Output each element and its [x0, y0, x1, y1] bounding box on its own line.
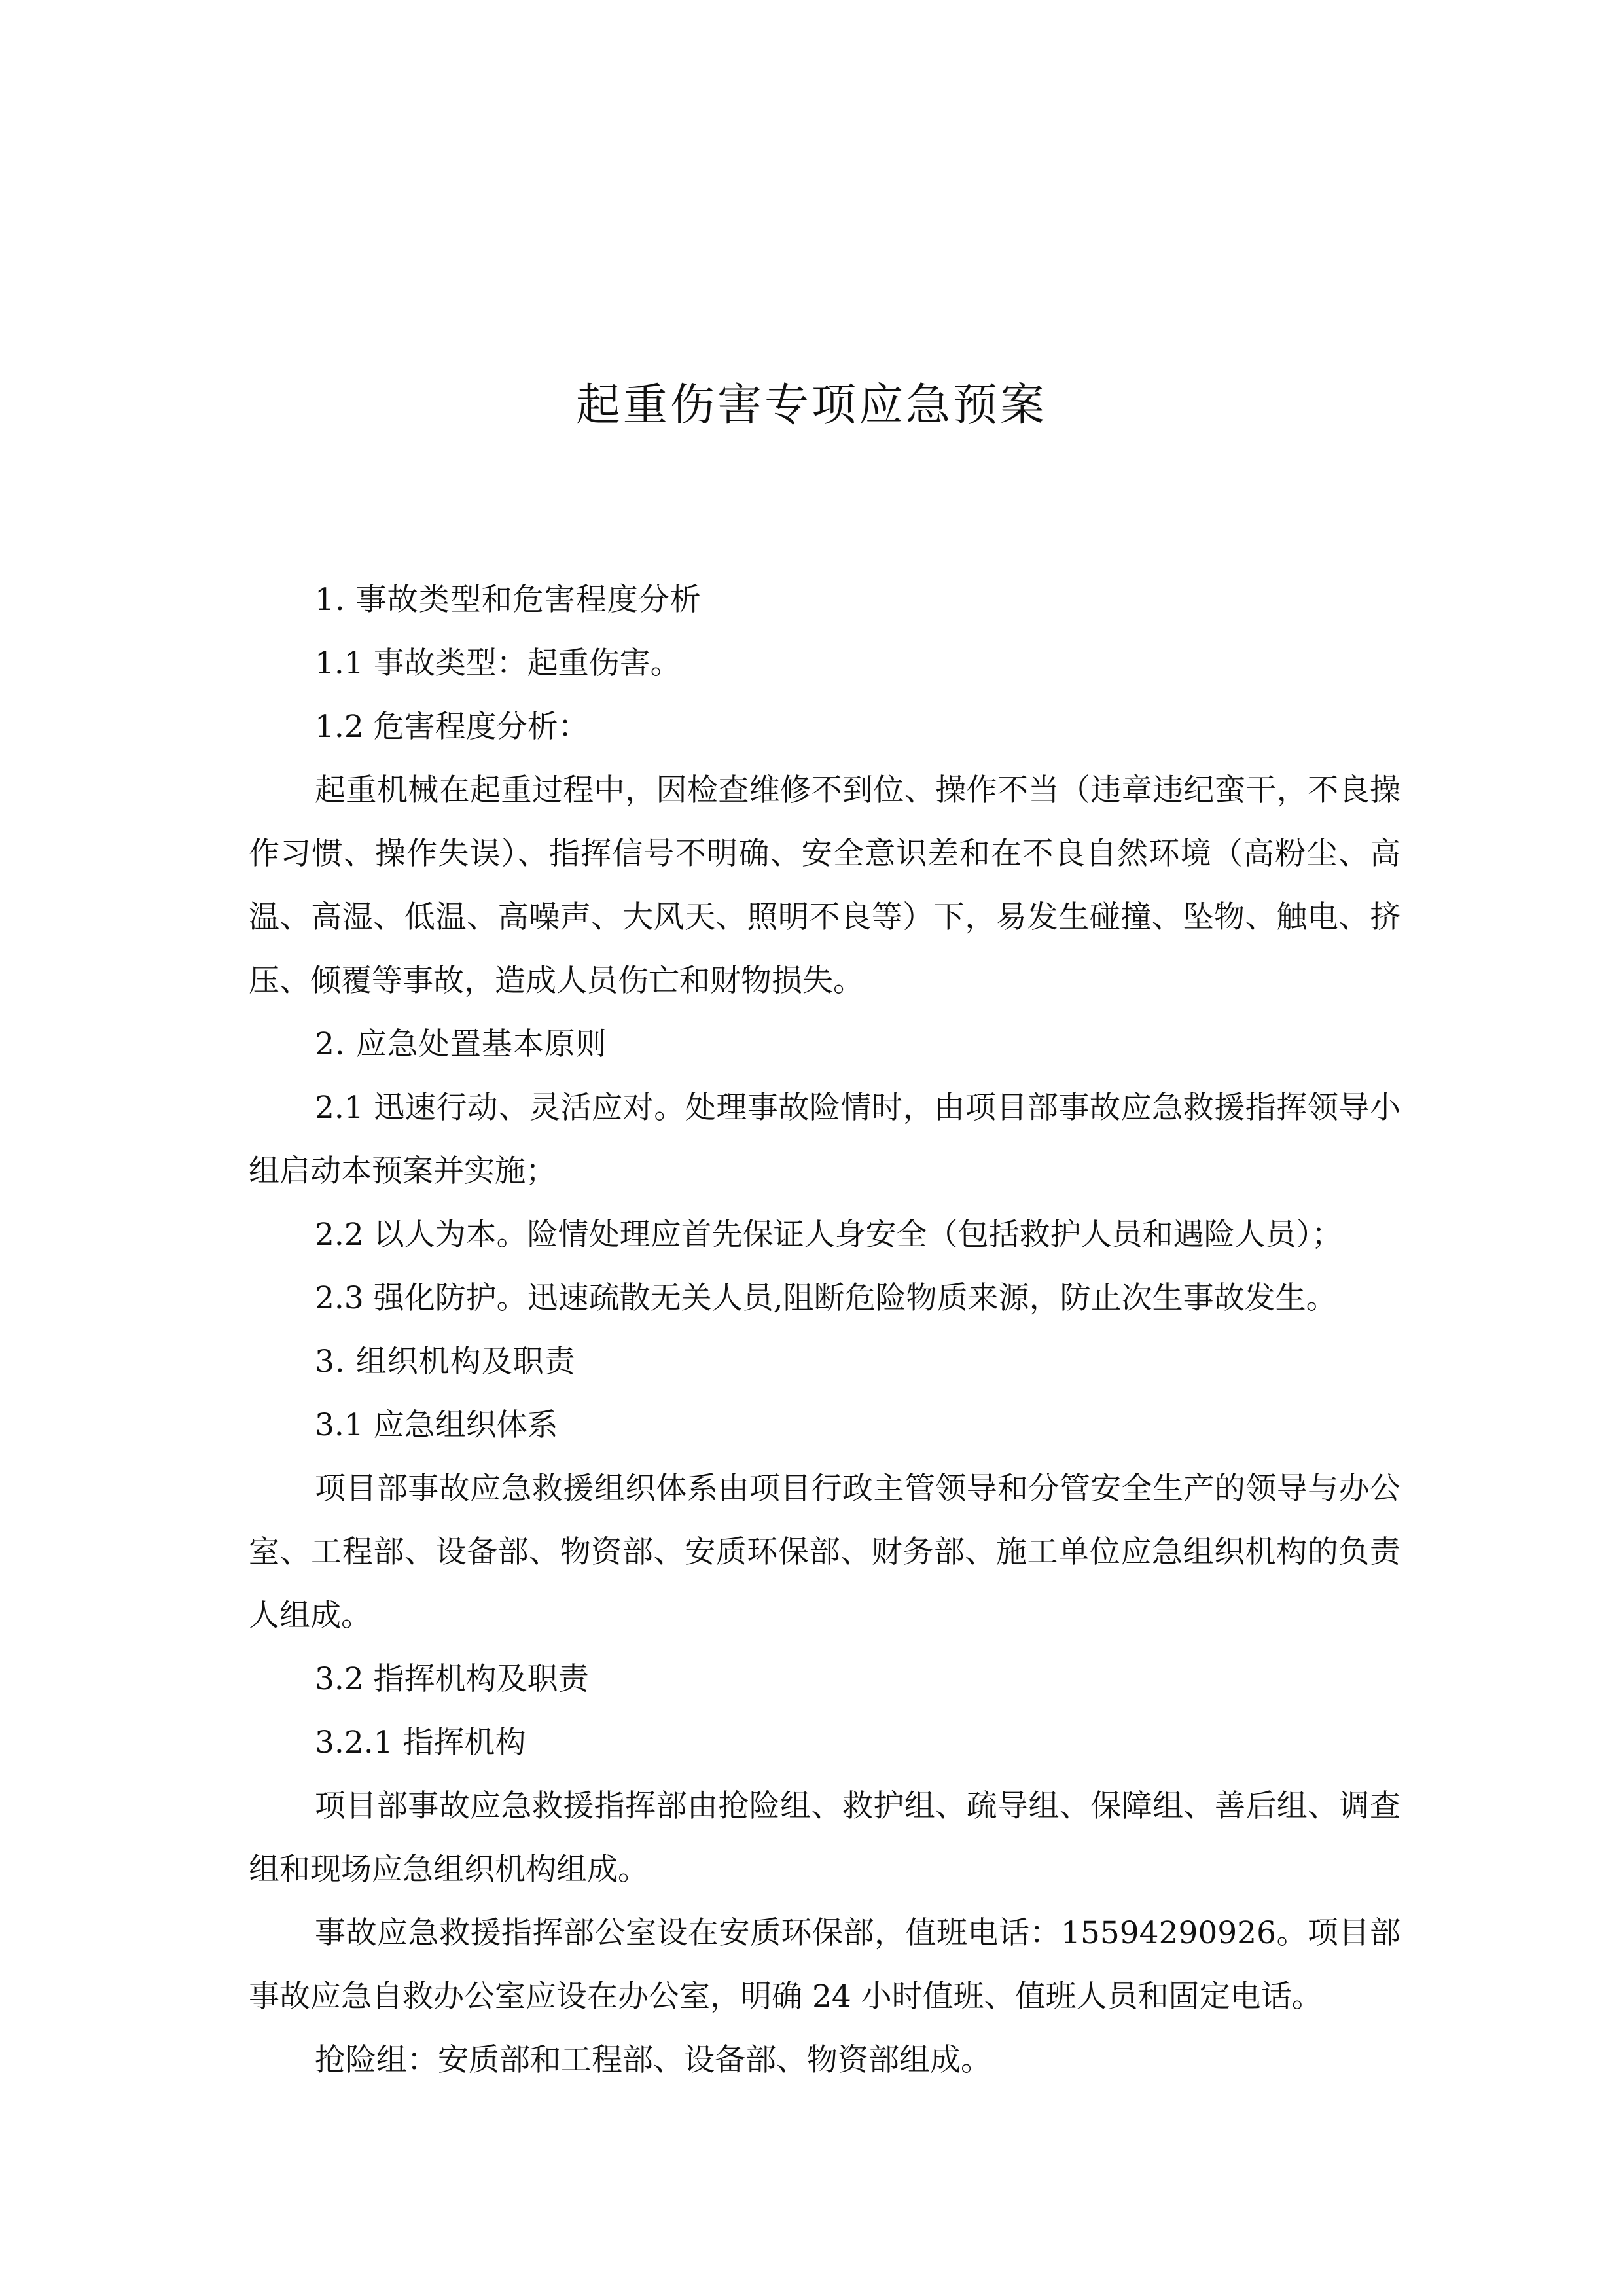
subsection-2-1: 2.1 迅速行动、灵活应对。处理事故险情时，由项目部事故应急救援指挥领导小组启动本预案并实施； [249, 1090, 1400, 1189]
subsection-1-1: 1.1 事故类型：起重伤害。 [315, 645, 681, 681]
subsection-1-2: 1.2 危害程度分析： [315, 709, 589, 745]
document-body [249, 568, 1400, 2092]
subsection-3-2-1: 3.2.1 指挥机构 [315, 1725, 526, 1761]
subsection-2-3: 2.3 强化防护。迅速疏散无关人员,阻断危险物质来源，防止次生事故发生。 [315, 1280, 1337, 1316]
paragraph-hazard-description: 起重机械在起重过程中，因检查维修不到位、操作不当（违章违纪蛮干，不良操作习惯、操作失误）、指挥信号不明确、安全意识差和在不良自然环境（高粉尘、高温、高湿、低温、高噪声、大风天、照明不良等）下，易发生碰撞、坠物、触电、挤压、倾覆等事故，造成人员伤亡和财物损失。 [249, 772, 1400, 999]
paragraph-duty-phone: 事故应急救援指挥部公室设在安质环保部，值班电话：15594290926。项目部事故应急自救办公室应设在办公室，明确 24 小时值班、值班人员和固定电话。 [249, 1915, 1400, 2015]
section-heading-3: 3. 组织机构及职责 [315, 1344, 576, 1380]
document-title: 起重伤害专项应急预案 [575, 380, 1047, 431]
subsection-3-2: 3.2 指挥机构及职责 [315, 1661, 589, 1697]
section-heading-2: 2. 应急处置基本原则 [315, 1026, 607, 1062]
section-heading-1: 1. 事故类型和危害程度分析 [315, 582, 702, 618]
subsection-2-2: 2.2 以人为本。险情处理应首先保证人身安全（包括救护人员和遇险人员）； [315, 1217, 1343, 1253]
paragraph-command-structure: 项目部事故应急救援指挥部由抢险组、救护组、疏导组、保障组、善后组、调查组和现场应急组织机构组成。 [249, 1788, 1400, 1888]
paragraph-rescue-team: 抢险组：安质部和工程部、设备部、物资部组成。 [315, 2042, 991, 2078]
paragraph-organization-system: 项目部事故应急救援组织体系由项目行政主管领导和分管安全生产的领导与办公室、工程部、设备部、物资部、安质环保部、财务部、施工单位应急组织机构的负责人组成。 [249, 1471, 1400, 1634]
subsection-3-1: 3.1 应急组织体系 [315, 1407, 558, 1443]
